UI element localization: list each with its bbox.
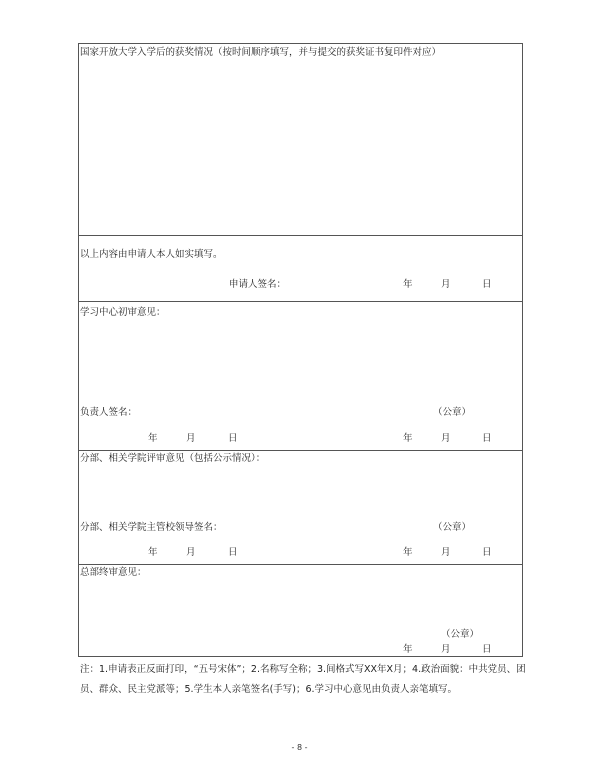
headquarters-seal: （公章） xyxy=(441,629,480,640)
branch-year-left: 年 xyxy=(148,547,158,558)
headquarters-heading: 总部终审意见： xyxy=(80,567,147,578)
row-divider xyxy=(78,450,523,451)
branch-heading: 分部、相关学院评审意见（包括公示情况）： xyxy=(80,453,266,464)
learning-center-seal: （公章） xyxy=(433,407,472,418)
learning-center-month-left: 月 xyxy=(186,433,196,444)
branch-day: 日 xyxy=(482,547,492,558)
row-divider xyxy=(78,235,523,236)
form-notes: 注：1.申请表正反面打印，“五号宋体”；2.名称写全称；3.间格式写XX年X月；4.政治面貌：中共党员、团员、群众、民主党派等；5.学生本人亲笔签名(手写)；6.学习中心意见由负责人亲笔填写。 xyxy=(80,664,526,695)
declaration-text: 以上内容由申请人本人如实填写。 xyxy=(80,249,223,260)
branch-year: 年 xyxy=(403,547,413,558)
learning-center-month: 月 xyxy=(441,433,451,444)
headquarters-year: 年 xyxy=(403,644,413,655)
page-number: - 8 - xyxy=(291,743,308,752)
branch-month: 月 xyxy=(441,547,451,558)
learning-center-day: 日 xyxy=(482,433,492,444)
declaration-month: 月 xyxy=(441,279,451,290)
learning-center-year-left: 年 xyxy=(148,433,158,444)
headquarters-day: 日 xyxy=(482,644,492,655)
branch-seal: （公章） xyxy=(433,522,472,533)
branch-month-left: 月 xyxy=(186,547,196,558)
branch-leader-label: 分部、相关学院主管校领导签名： xyxy=(80,522,223,533)
branch-day-left: 日 xyxy=(228,547,238,558)
learning-center-heading: 学习中心初审意见： xyxy=(80,307,166,318)
headquarters-month: 月 xyxy=(441,644,451,655)
learning-center-day-left: 日 xyxy=(228,433,238,444)
awards-heading: 国家开放大学入学后的获奖情况（按时间顺序填写，并与提交的获奖证书复印件对应） xyxy=(80,47,442,58)
learning-center-year: 年 xyxy=(403,433,413,444)
declaration-year: 年 xyxy=(403,279,413,290)
person-in-charge-label: 负责人签名： xyxy=(80,407,138,418)
declaration-day: 日 xyxy=(482,279,492,290)
applicant-signature-label: 申请人签名： xyxy=(229,279,287,290)
row-divider xyxy=(78,301,523,302)
row-divider xyxy=(78,564,523,565)
